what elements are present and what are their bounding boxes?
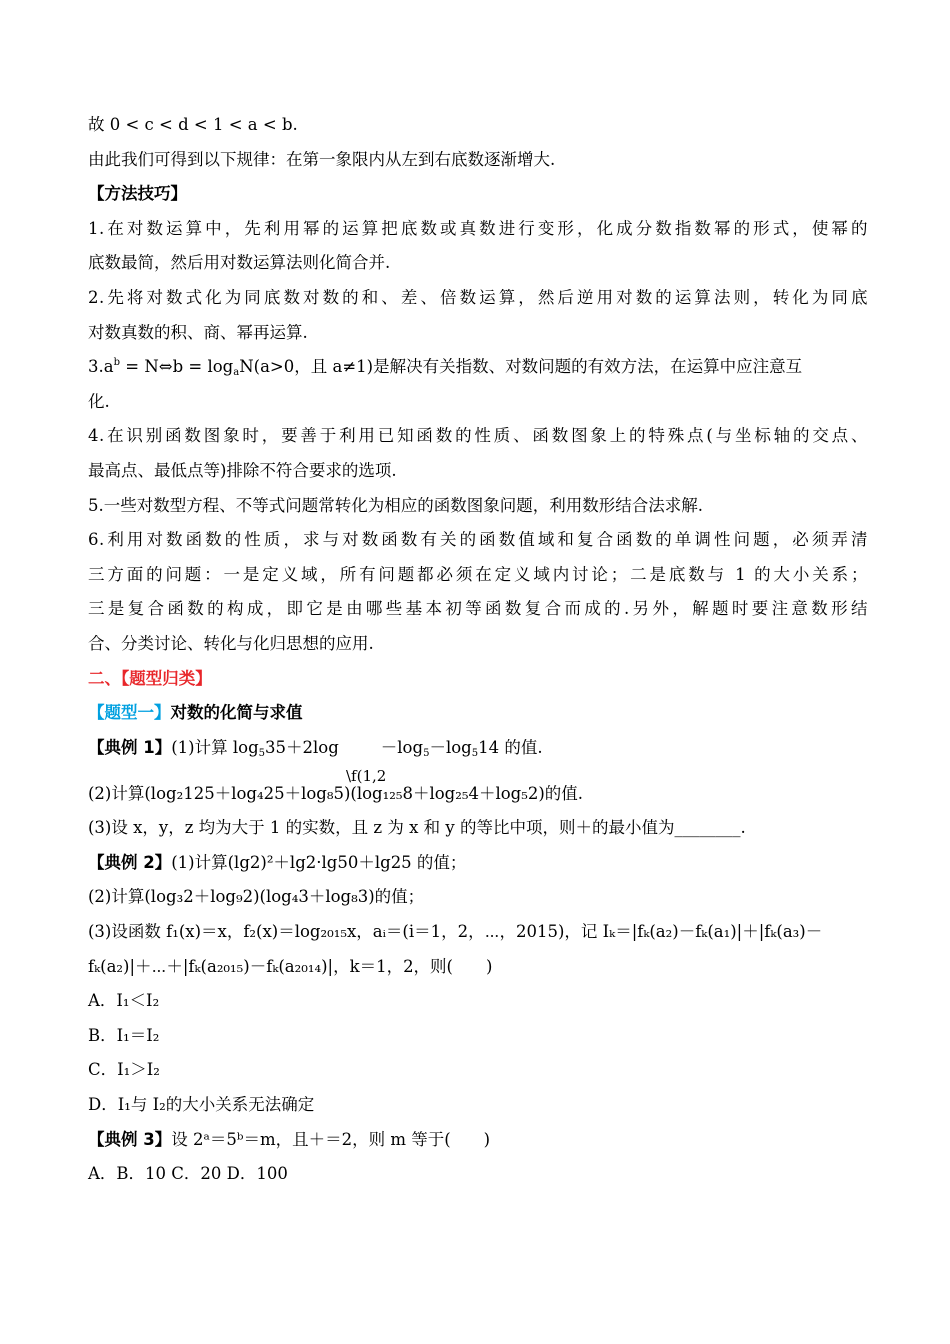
formula-part: = N⇔b = log: [120, 357, 234, 377]
text-line: 底数最简，然后用对数运算法则化简合并.: [88, 253, 391, 273]
section-heading: 【方法技巧】: [88, 184, 187, 204]
formula-part: －log: [429, 737, 472, 757]
text-line: 三是复合函数的构成，即它是由哪些基本初等函数复合而成的.另外，解题时要注意数形结: [88, 599, 868, 619]
text-line: [88, 350, 868, 385]
option-b: B．I₁＝I₂: [88, 1025, 160, 1045]
subscript: 5: [258, 747, 265, 759]
text-line: 三方面的问题：一是定义域，所有问题都必须在定义域内讨论；二是底数与 1 的大小关系；: [88, 564, 868, 584]
formula-part: 设 2ᵃ＝5ᵇ＝m，且＋＝2，则 m 等于( ): [171, 1129, 491, 1149]
text-line: (3)设 x，y，z 均为大于 1 的实数，且 z 为 x 和 y 的等比中项，则＋的最小值为________.: [88, 818, 746, 838]
example-label: 【典例 2】: [88, 852, 172, 872]
text-line: (2)计算(log₂125＋log₄25＋log₈5)(log₁₂₅8＋log₂₅4＋log₅2)的值.: [88, 783, 584, 803]
text-line: 合、分类讨论、转化与化归思想的应用.: [88, 633, 374, 653]
section-heading: 二、【题型归类】: [88, 668, 212, 688]
text-line: 1.在对数运算中，先利用幂的运算把底数或真数进行变形，化成分数指数幂的形式，使幂的: [88, 218, 868, 238]
formula-part: 3.a: [88, 357, 114, 377]
example-label: 【典例 3】: [88, 1129, 172, 1149]
example-label: 【典例 1】: [88, 737, 172, 757]
type-label: 【题型一】: [88, 703, 171, 723]
fraction-code: \f(1,2: [346, 766, 387, 785]
text-line: 2.先将对数式化为同底数对数的和、差、倍数运算，然后逆用对数的运算法则，转化为同底: [88, 287, 868, 307]
text-line: 化.: [88, 391, 110, 411]
formula-part: (1)计算 log: [171, 737, 259, 757]
type-heading: [88, 696, 868, 731]
superscript: b: [113, 357, 120, 369]
formula-part: －log: [380, 737, 424, 757]
text-line: 对数真数的积、商、幂再运算.: [88, 322, 308, 342]
type-title: 对数的化简与求值: [170, 703, 303, 723]
option-a: A．I₁＜I₂: [88, 991, 160, 1011]
option-d: D．I₁与 I₂的大小关系无法确定: [88, 1095, 315, 1115]
formula-part: 35＋2log: [265, 737, 339, 757]
text-line: (3)设函数 f₁(x)＝x，f₂(x)＝log₂₀₁₅x，aᵢ＝(i＝1，2，⋯，2015)，记 Iₖ＝|fₖ(a₂)－fₖ(a₁)|＋|fₖ(a₃)－: [88, 922, 823, 942]
option-c: C．I₁＞I₂: [88, 1060, 160, 1080]
text-line: 故 0 < c < d < 1 < a < b.: [88, 115, 298, 134]
text-line: 4.在识别函数图象时，要善于利用已知函数的性质、函数图象上的特殊点(与坐标轴的交点、: [88, 426, 868, 446]
document-body: [88, 108, 868, 1192]
formula-part: (1)计算(lg2)²＋lg2·lg50＋lg25 的值；: [171, 852, 467, 872]
subscript: a: [233, 367, 240, 379]
text-line: [88, 846, 868, 881]
text-line: 最高点、最低点等)排除不符合要求的选项.: [88, 460, 397, 480]
text-line: fₖ(a₂)|＋⋯＋|fₖ(a₂₀₁₅)－fₖ(a₂₀₁₄)|，k＝1，2，则( ): [88, 956, 493, 976]
text-line: 由此我们可得到以下规律：在第一象限内从左到右底数逐渐增大.: [88, 149, 556, 169]
formula-part: 14 的值.: [478, 737, 543, 757]
formula-part: N(a>0，且 a≠1)是解决有关指数、对数问题的有效方法，在运算中应注意互: [239, 357, 803, 377]
text-line: 6.利用对数函数的性质，求与对数函数有关的函数值域和复合函数的单调性问题，必须弄清: [88, 530, 868, 550]
options-line: A．B．10 C．20 D．100: [88, 1164, 288, 1184]
text-line: (2)计算(log₃2＋log₉2)(log₄3＋log₈3)的值；: [88, 887, 425, 907]
subscript: 5: [423, 747, 430, 759]
text-line: [88, 731, 868, 785]
text-line: [88, 1123, 868, 1158]
text-line: 5.一些对数型方程、不等式问题常转化为相应的函数图象问题，利用数形结合法求解.: [88, 495, 703, 515]
subscript: 5: [471, 747, 479, 759]
